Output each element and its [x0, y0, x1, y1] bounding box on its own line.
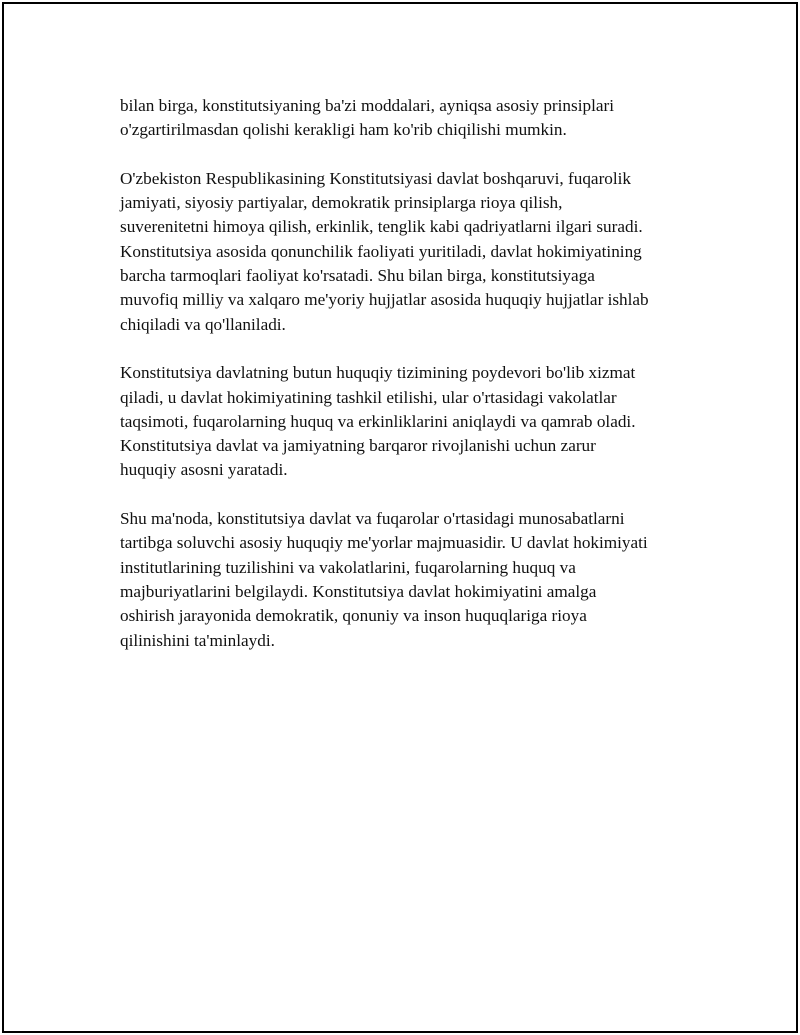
- document-body: [120, 94, 710, 677]
- paragraph-2: O'zbekiston Respublikasining Konstitutsiyasi davlat boshqaruvi, fuqarolik jamiyati, siyosiy partiyalar, demokratik prinsiplarga rioya qilish, suverenitetni himoya qilish, erkinlik, tenglik kabi qadriyatlarni ilgari suradi. Konstitutsiya asosida qonunchilik faoliyati yuritiladi, davlat hokimiyatining barcha tarmoqlari faoliyat ko'rsatadi. Shu bilan birga, konstitutsiyaga muvofiq milliy va xalqaro me'yoriy hujjatlar asosida huquqiy hujjatlar ishlab chiqiladi va qo'llaniladi.: [120, 168, 649, 334]
- paragraph-3: Konstitutsiya davlatning butun huquqiy tizimining poydevori bo'lib xizmat qiladi, u davlat hokimiyatining tashkil etilishi, ular o'rtasidagi vakolatlar taqsimoti, fuqarolarning huquq va erkinliklarini aniqlaydi va qamrab oladi. Konstitutsiya davlat va jamiyatning barqaror rivojlanishi uchun zarur huquqiy asosni yaratadi.: [120, 363, 636, 480]
- paragraph-4: Shu ma'noda, konstitutsiya davlat va fuqarolar o'rtasidagi munosabatlarni tartibga soluvchi asosiy huquqiy me'yorlar majmuasidir. U davlat hokimiyati institutlarining tuzilishini va vakolatlarini, fuqarolarning huquq va majburiyatlarini belgilaydi. Konstitutsiya davlat hokimiyatini amalga oshirish jarayonida demokratik, qonuniy va inson huquqlariga rioya qilinishini ta'minlaydi.: [120, 509, 648, 650]
- paragraph-1: bilan birga, konstitutsiyaning ba'zi moddalari, ayniqsa asosiy prinsiplari o'zgartirilmasdan qolishi kerakligi ham ko'rib chiqilishi mumkin.: [120, 96, 614, 140]
- document-page: [2, 2, 798, 1033]
